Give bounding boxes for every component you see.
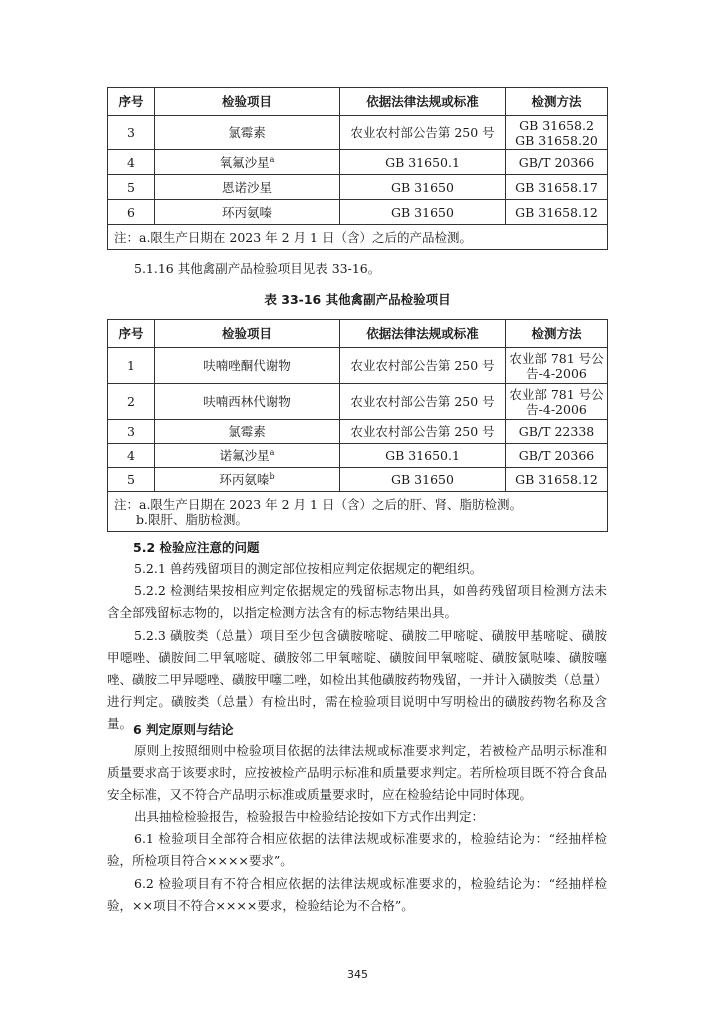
cell-item: 氯霉素 — [155, 116, 340, 150]
cell-basis: GB 31650.1 — [340, 444, 506, 468]
cell-method: GB/T 22338 — [506, 420, 608, 444]
cell-basis: GB 31650 — [340, 175, 506, 200]
paragraph-6-1: 6.1 检验项目全部符合相应依据的法律法规或标准要求的，检验结论为：“经抽样检验，所检项目符合××××要求”。 — [107, 831, 607, 868]
table-header-row — [108, 320, 608, 348]
header-test-item: 检验项目 — [155, 320, 340, 348]
cell-serial: 3 — [108, 116, 155, 150]
header-basis: 依据法律法规或标准 — [340, 88, 506, 116]
table-row — [108, 150, 608, 175]
header-test-item: 检验项目 — [155, 88, 340, 116]
cell-basis: 农业农村部公告第 250 号 — [340, 116, 506, 150]
table-row — [108, 444, 608, 468]
paragraph-6-2: 6.2 检验项目有不符合相应依据的法律法规或标准要求的，检验结论为：“经抽样检验，××项目不符合××××要求，检验结论为不合格”。 — [107, 876, 607, 913]
paragraph-5-2-2: 5.2.2 检测结果按相应判定依据规定的残留标志物出具，如兽药残留项目检测方法未含全部残留标志物的，以指定检测方法含有的标志物结果出具。 — [107, 583, 607, 620]
table-row — [108, 116, 608, 150]
cell-basis: GB 31650.1 — [340, 150, 506, 175]
section-heading-5-2: 5.2 检验应注意的问题 — [133, 540, 260, 555]
cell-basis: 农业农村部公告第 250 号 — [340, 384, 506, 420]
cell-item: 诺氟沙星$^a$ — [155, 444, 340, 468]
page-number: 345 — [347, 968, 368, 981]
cell-serial: 1 — [108, 348, 155, 384]
cell-method: GB/T 20366 — [506, 150, 608, 175]
header-method: 检测方法 — [506, 320, 608, 348]
cell-item: 环丙氨嗪 — [155, 200, 340, 225]
header-serial: 序号 — [108, 88, 155, 116]
table-row — [108, 200, 608, 225]
cell-basis: 农业农村部公告第 250 号 — [340, 420, 506, 444]
cell-method: 农业部 781 号公 告-4-2006 — [506, 348, 608, 384]
other-poultry-byproduct-table — [107, 319, 608, 532]
table-row — [108, 384, 608, 420]
cell-item: 呋喃西林代谢物 — [155, 384, 340, 420]
cell-method: GB 31658.17 — [506, 175, 608, 200]
header-method: 检测方法 — [506, 88, 608, 116]
table-caption: 表 33-16 其他禽副产品检验项目 — [264, 292, 451, 307]
cell-item: 环丙氨嗪$^b$ — [155, 468, 340, 492]
cell-serial: 4 — [108, 444, 155, 468]
cell-serial: 2 — [108, 384, 155, 420]
table-note: 注：a.限生产日期在 2023 年 2 月 1 日（含）之后的产品检测。 — [108, 225, 608, 250]
paragraph-5-2-1: 5.2.1 兽药残留项目的测定部位按相应判定依据规定的靶组织。 — [134, 561, 483, 576]
cell-item: 氧氟沙星$^a$ — [155, 150, 340, 175]
header-serial: 序号 — [108, 320, 155, 348]
residue-table-continued — [107, 87, 608, 250]
table-note-row — [108, 492, 608, 532]
cell-method: GB 31658.12 — [506, 200, 608, 225]
table-row — [108, 420, 608, 444]
paragraph-5-1-16: 5.1.16 其他禽副产品检验项目见表 33-16。 — [134, 261, 381, 276]
cell-serial: 5 — [108, 175, 155, 200]
table-row — [108, 348, 608, 384]
table-note-row — [108, 225, 608, 250]
cell-serial: 4 — [108, 150, 155, 175]
cell-method: GB/T 20366 — [506, 444, 608, 468]
cell-basis: GB 31650 — [340, 468, 506, 492]
cell-serial: 3 — [108, 420, 155, 444]
paragraph-6-report: 出具抽检检验报告，检验报告中检验结论按如下方式作出判定： — [134, 809, 485, 824]
cell-item: 氯霉素 — [155, 420, 340, 444]
table-note: 注：a.限生产日期在 2023 年 2 月 1 日（含）之后的肝、肾、脂肪检测。 b.限肝、脂肪检测。 — [108, 492, 608, 532]
table-row — [108, 175, 608, 200]
header-basis: 依据法律法规或标准 — [340, 320, 506, 348]
cell-method: GB 31658.12 — [506, 468, 608, 492]
cell-item: 呋喃唑酮代谢物 — [155, 348, 340, 384]
cell-item: 恩诺沙星 — [155, 175, 340, 200]
cell-serial: 5 — [108, 468, 155, 492]
cell-method: GB 31658.2 GB 31658.20 — [506, 116, 608, 150]
cell-serial: 6 — [108, 200, 155, 225]
cell-method: 农业部 781 号公 告-4-2006 — [506, 384, 608, 420]
cell-basis: GB 31650 — [340, 200, 506, 225]
paragraph-6-principle: 原则上按照细则中检验项目依据的法律法规或标准要求判定，若被检产品明示标准和质量要求高于该要求时，应按被检产品明示标准和质量要求判定。若所检项目既不符合食品安全标准，又不符合产品明示标准或质量要求时，应在检验结论中同时体现。 — [107, 743, 608, 802]
section-heading-6: 6 判定原则与结论 — [133, 722, 234, 737]
paragraph-5-2-3: 5.2.3 磺胺类（总量）项目至少包含磺胺嘧啶、磺胺二甲嘧啶、磺胺甲基嘧啶、磺胺甲噁唑、磺胺间二甲氧嘧啶、磺胺邻二甲氧嘧啶、磺胺间甲氧嘧啶、磺胺氯哒嗪、磺胺噻唑、磺胺二甲异噁唑、磺胺甲噻二唑，如检出其他磺胺药物残留，一并计入磺胺类（总量）进行判定。磺胺类（总量）有检出时，需在检验项目说明中写明检出的磺胺药物名称及含量。 — [107, 628, 608, 731]
table-row — [108, 468, 608, 492]
cell-basis: 农业农村部公告第 250 号 — [340, 348, 506, 384]
table-header-row — [108, 88, 608, 116]
